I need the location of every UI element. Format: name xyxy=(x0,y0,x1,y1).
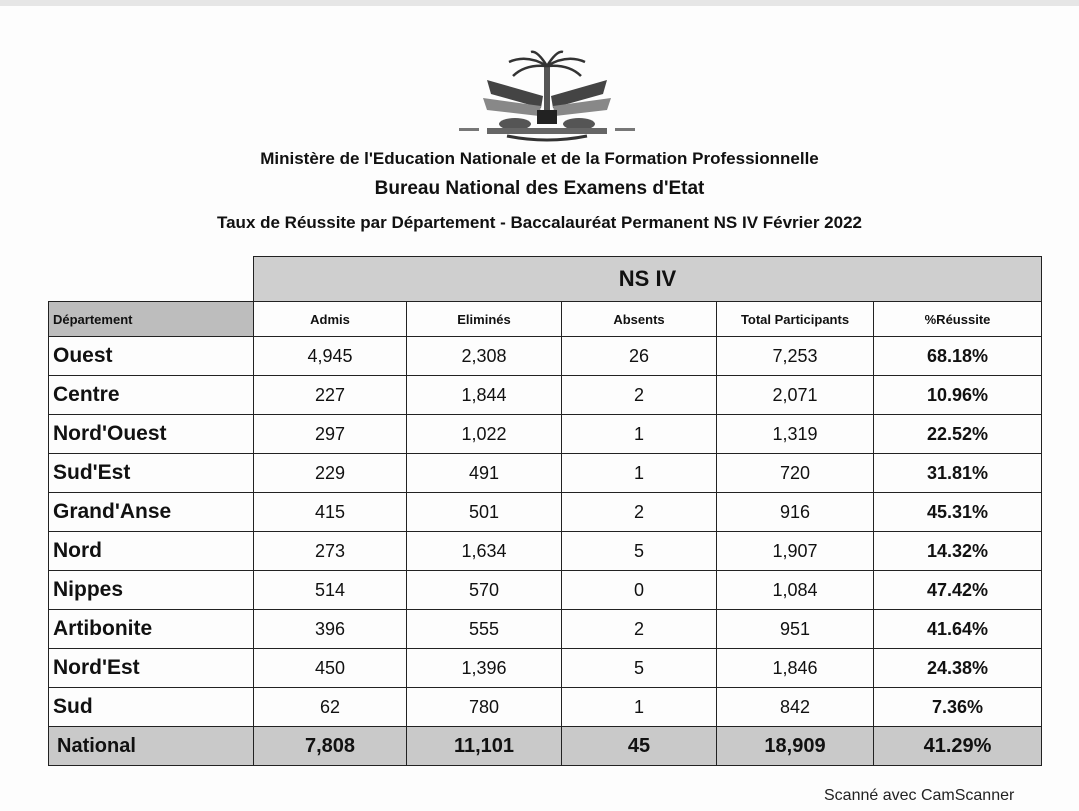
table-row xyxy=(49,454,1042,493)
absents-cell: 5 xyxy=(562,532,717,571)
total-participants-cell: 720 xyxy=(717,454,874,493)
table-row xyxy=(49,415,1042,454)
table-row xyxy=(49,610,1042,649)
col-header-total-participants: Total Participants xyxy=(717,302,874,337)
reussite-cell: 68.18% xyxy=(874,337,1042,376)
total-participants-cell: 7,253 xyxy=(717,337,874,376)
elimines-cell: 570 xyxy=(407,571,562,610)
admis-cell: 4,945 xyxy=(254,337,407,376)
total-participants-cell: 1,846 xyxy=(717,649,874,688)
blank-corner xyxy=(49,257,254,302)
departement-cell: Nippes xyxy=(49,571,254,610)
admis-cell: 415 xyxy=(254,493,407,532)
reussite-cell: 31.81% xyxy=(874,454,1042,493)
table-row xyxy=(49,532,1042,571)
reussite-cell: 7.36% xyxy=(874,688,1042,727)
absents-cell: 2 xyxy=(562,493,717,532)
elimines-cell: 491 xyxy=(407,454,562,493)
absents-cell: 0 xyxy=(562,571,717,610)
departement-cell: Grand'Anse xyxy=(49,493,254,532)
total-participants-cell: 1,907 xyxy=(717,532,874,571)
table-row xyxy=(49,688,1042,727)
group-header-row xyxy=(49,257,1042,302)
total-participants-cell: 1,084 xyxy=(717,571,874,610)
admis-cell: 450 xyxy=(254,649,407,688)
elimines-cell: 1,396 xyxy=(407,649,562,688)
column-header-row xyxy=(49,302,1042,337)
reussite-cell: 22.52% xyxy=(874,415,1042,454)
total-participants: 18,909 xyxy=(717,727,874,766)
coat-of-arms-emblem xyxy=(447,50,647,142)
total-participants-cell: 916 xyxy=(717,493,874,532)
report-subtitle: Taux de Réussite par Département - Baccalauréat Permanent NS IV Février 2022 xyxy=(216,213,862,232)
admis-cell: 62 xyxy=(254,688,407,727)
table-row xyxy=(49,376,1042,415)
departement-cell: Ouest xyxy=(49,337,254,376)
absents-cell: 1 xyxy=(562,415,717,454)
table-row xyxy=(49,337,1042,376)
reussite-cell: 41.64% xyxy=(874,610,1042,649)
ministry-heading: Ministère de l'Education Nationale et de la Formation Professionnelle xyxy=(260,149,819,168)
group-label: NS IV xyxy=(254,257,1042,302)
admis-cell: 229 xyxy=(254,454,407,493)
total-participants-cell: 951 xyxy=(717,610,874,649)
elimines-cell: 2,308 xyxy=(407,337,562,376)
elimines-cell: 1,022 xyxy=(407,415,562,454)
results-table xyxy=(48,256,1042,766)
elimines-cell: 780 xyxy=(407,688,562,727)
table-row xyxy=(49,493,1042,532)
total-participants-cell: 2,071 xyxy=(717,376,874,415)
reussite-cell: 45.31% xyxy=(874,493,1042,532)
elimines-cell: 501 xyxy=(407,493,562,532)
scan-top-edge xyxy=(0,0,1079,6)
total-participants-cell: 842 xyxy=(717,688,874,727)
elimines-cell: 555 xyxy=(407,610,562,649)
departement-cell: Nord'Est xyxy=(49,649,254,688)
departement-cell: Nord xyxy=(49,532,254,571)
national-total-row xyxy=(49,727,1042,766)
elimines-cell: 1,634 xyxy=(407,532,562,571)
reussite-cell: 10.96% xyxy=(874,376,1042,415)
departement-cell: Sud'Est xyxy=(49,454,254,493)
total-reussite: 41.29% xyxy=(874,727,1042,766)
col-header-admis: Admis xyxy=(254,302,407,337)
bureau-heading: Bureau National des Examens d'Etat xyxy=(374,178,705,199)
admis-cell: 396 xyxy=(254,610,407,649)
total-absents: 45 xyxy=(562,727,717,766)
departement-cell: Sud xyxy=(49,688,254,727)
col-header-elimines: Eliminés xyxy=(407,302,562,337)
departement-cell: Artibonite xyxy=(49,610,254,649)
absents-cell: 1 xyxy=(562,688,717,727)
reussite-cell: 14.32% xyxy=(874,532,1042,571)
admis-cell: 273 xyxy=(254,532,407,571)
departement-cell: Centre xyxy=(49,376,254,415)
admis-cell: 297 xyxy=(254,415,407,454)
reussite-cell: 24.38% xyxy=(874,649,1042,688)
departement-cell: Nord'Ouest xyxy=(49,415,254,454)
elimines-cell: 1,844 xyxy=(407,376,562,415)
absents-cell: 2 xyxy=(562,376,717,415)
reussite-cell: 47.42% xyxy=(874,571,1042,610)
table-row xyxy=(49,649,1042,688)
table-row xyxy=(49,571,1042,610)
absents-cell: 5 xyxy=(562,649,717,688)
total-elimines: 11,101 xyxy=(407,727,562,766)
total-label: National xyxy=(49,727,254,766)
col-header-reussite: %Réussite xyxy=(874,302,1042,337)
col-header-departement: Département xyxy=(49,302,254,337)
absents-cell: 1 xyxy=(562,454,717,493)
total-admis: 7,808 xyxy=(254,727,407,766)
total-participants-cell: 1,319 xyxy=(717,415,874,454)
admis-cell: 227 xyxy=(254,376,407,415)
admis-cell: 514 xyxy=(254,571,407,610)
col-header-absents: Absents xyxy=(562,302,717,337)
absents-cell: 2 xyxy=(562,610,717,649)
absents-cell: 26 xyxy=(562,337,717,376)
camscanner-watermark: Scanné avec CamScanner xyxy=(824,787,1015,804)
